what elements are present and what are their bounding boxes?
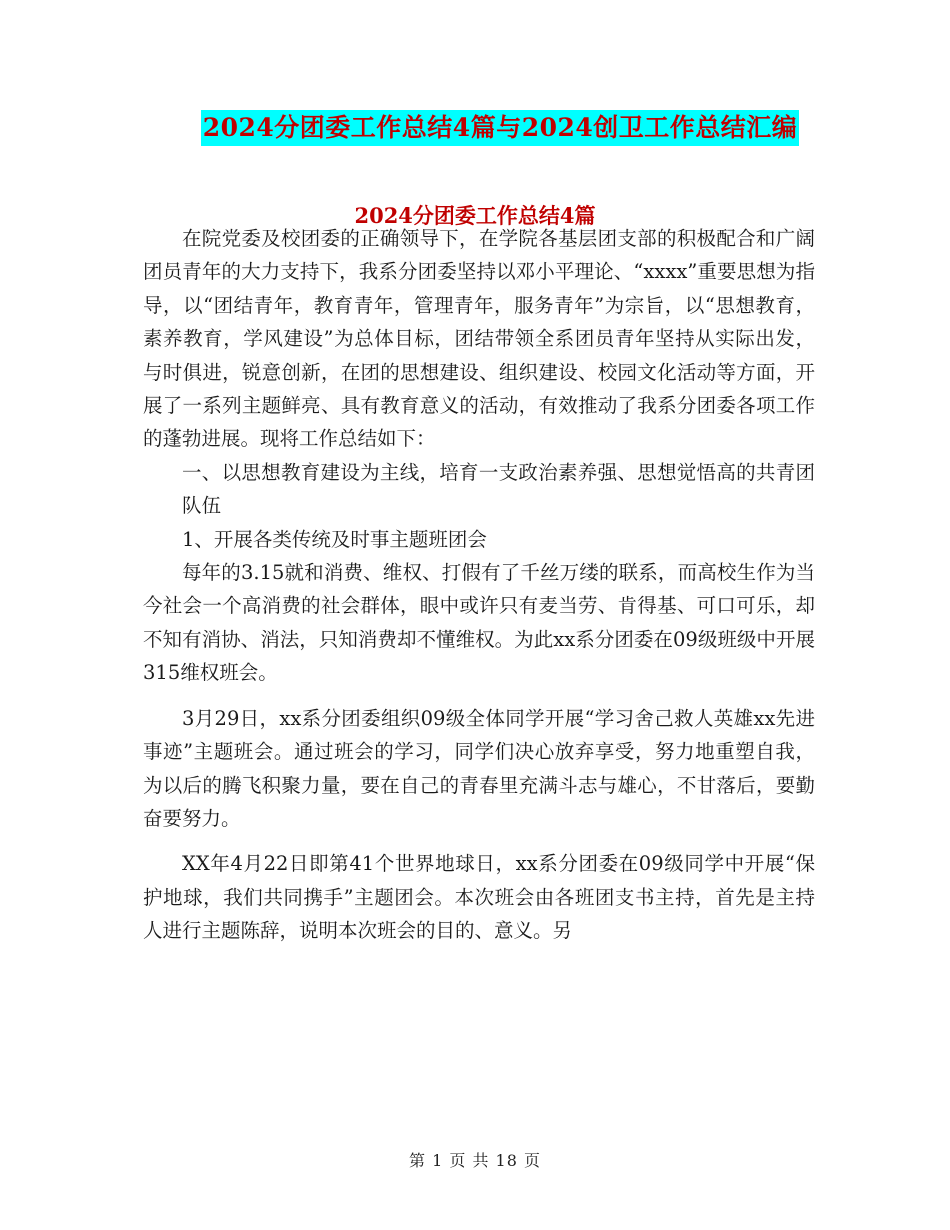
section-title: 2024分团委工作总结4篇 [354, 203, 596, 228]
document-title-wrap [0, 110, 950, 146]
heading-section-1: 一、以思想教育建设为主线，培育一支政治素养强、思想觉悟高的共青团队伍 [182, 460, 815, 518]
paragraph-315: 每年的3.15就和消费、维权、打假有了千丝万缕的联系，而高校生作为当今社会一个高消费的社会群体，眼中或许只有麦当劳、肯得基、可口可乐，却不知有消协、消法，只知消费却不懂维权。为此xx系分团委在09级班级中开展315维权班会。 [143, 561, 815, 685]
document-body [143, 222, 815, 948]
paragraph-march-29: 3月29日，xx系分团委组织09级全体同学开展“学习舍己救人英雄xx先进事迹”主题班会。通过班会的学习，同学们决心放弃享受，努力地重塑自我，为以后的腾飞积聚力量，要在自己的青春里充满斗志与雄心，不甘落后，要勤奋要努力。 [143, 706, 815, 830]
paragraph-intro: 在院党委及校团委的正确领导下，在学院各基层团支部的积极配合和广阔团员青年的大力支持下，我系分团委坚持以邓小平理论、“xxxx”重要思想为指导，以“团结青年，教育青年，管理青年，服务青年”为宗旨，以“思想教育，素养教育，学风建设”为总体目标，团结带领全系团员青年坚持从实际出发，与时俱进，锐意创新，在团的思想建设、组织建设、校园文化活动等方面，开展了一系列主题鲜亮、具有教育意义的活动，有效推动了我系分团委各项工作的蓬勃进展。现将工作总结如下： [143, 227, 815, 451]
heading-subsection-1: 1、开展各类传统及时事主题班团会 [182, 527, 487, 551]
document-title: 2024分团委工作总结4篇与2024创卫工作总结汇编 [201, 110, 800, 146]
page-number: 第 1 页 共 18 页 [409, 1151, 541, 1170]
paragraph-earth-day: XX年4月22日即第41个世界地球日，xx系分团委在09级同学中开展“保护地球，我们共同携手”主题团会。本次班会由各班团支书主持，首先是主持人进行主题陈辞，说明本次班会的目的、意义。另 [143, 852, 815, 943]
